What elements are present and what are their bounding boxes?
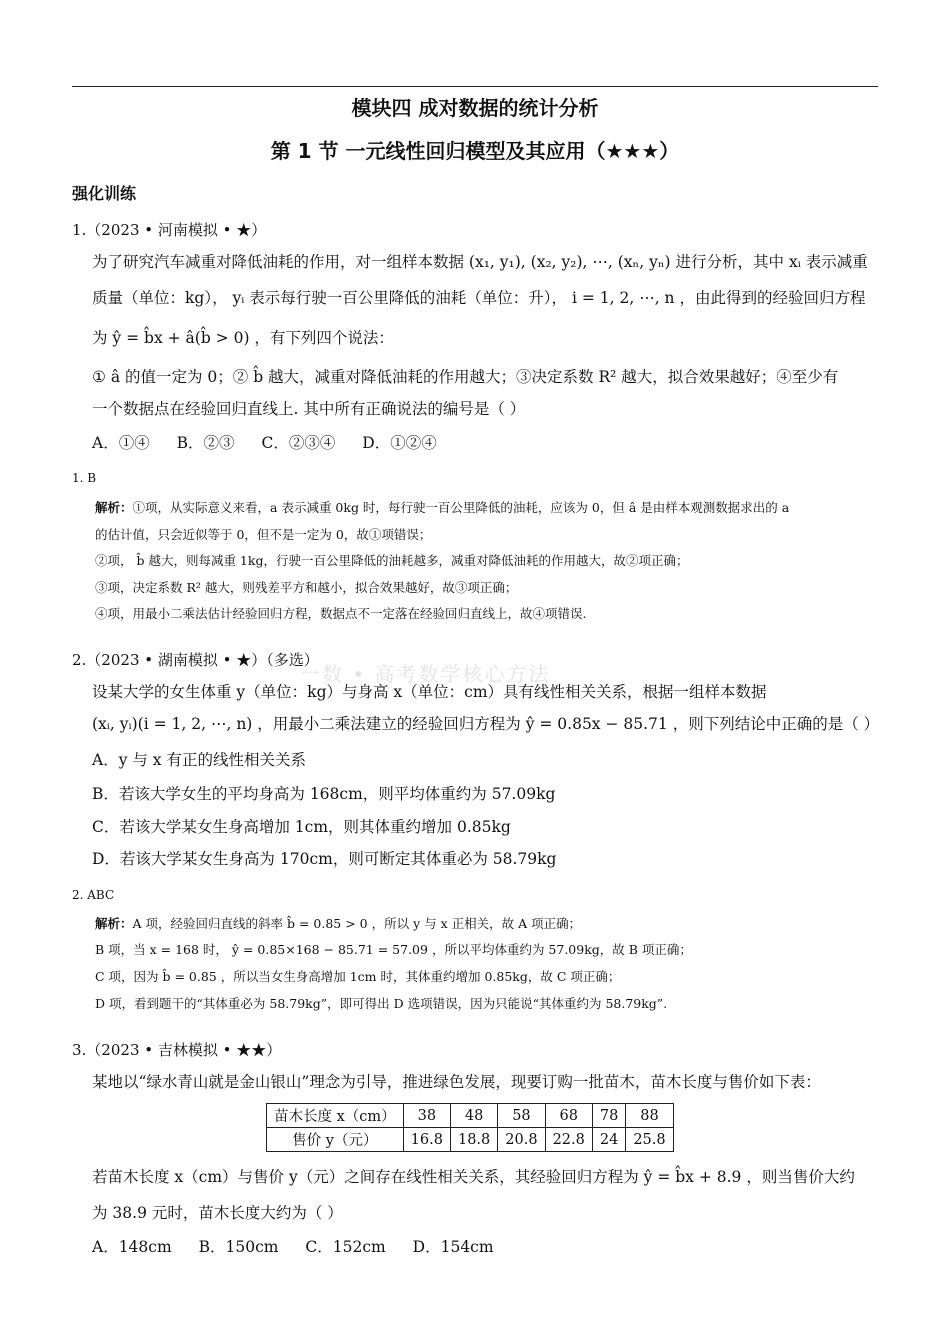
- table-cell: 48: [450, 1104, 497, 1128]
- header-rule: [72, 86, 878, 87]
- question-2-head: 2.（2023 • 湖南模拟 • ★）（多选）: [72, 651, 319, 669]
- option-c[interactable]: C．若该大学某女生身高增加 1cm，则其体重约增加 0.85kg: [92, 818, 511, 836]
- table-row: [267, 1128, 674, 1152]
- question-3-options: [92, 1237, 516, 1257]
- question-1-line: 一个数据点在经验回归直线上. 其中所有正确说法的编号是（ ）: [92, 400, 526, 418]
- explanation-2-line: C 项，因为 b̂ = 0.85 ，所以当女生身高增加 1cm 时，其体重约增加 0.85kg，故 C 项正确；: [95, 969, 621, 984]
- question-3-line: 为 38.9 元时，苗木长度大约为（ ）: [92, 1204, 343, 1222]
- explanation-1-line: ④项，用最小二乘法估计经验回归方程，数据点不一定落在经验回归直线上，故④项错误.: [95, 606, 587, 621]
- explanation-text: A 项，经验回归直线的斜率 b̂ = 0.85 > 0 ，所以 y 与 x 正相关，故 A 项正确；: [132, 916, 582, 931]
- explanation-1-line: ②项， b̂ 越大，则每减重 1kg，行驶一百公里降低的油耗越多，减重对降低油耗的作用越大，故②项正确；: [95, 553, 689, 568]
- explanation-1-line: ③项，决定系数 R² 越大，则残差平方和越小，拟合效果越好，故③项正确；: [95, 580, 518, 595]
- explanation-1-line: [95, 498, 880, 516]
- explanation-1-line: 的估计值，只会近似等于 0，但不是一定为 0，故①项错误；: [95, 527, 432, 542]
- explanation-label: 解析：: [95, 916, 133, 931]
- option-d[interactable]: D．154cm: [412, 1238, 494, 1256]
- table-cell: 16.8: [403, 1128, 450, 1152]
- table-cell: 78: [592, 1104, 625, 1128]
- option-d[interactable]: D．①②④: [362, 434, 437, 452]
- explanation-text: ①项，从实际意义来看，a 表示减重 0kg 时，每行驶一百公里降低的油耗，应该为 0，但 â 是由样本观测数据求出的 a: [132, 500, 790, 515]
- question-1-line: 为 ŷ = b̂x + â(b̂ > 0) ，有下列四个说法：: [92, 329, 394, 347]
- section-title: 第 1 节 一元线性回归模型及其应用（★★★）: [270, 139, 680, 163]
- table-cell: 88: [626, 1104, 673, 1128]
- option-d[interactable]: D．若该大学某女生身高为 170cm，则可断定其体重必为 58.79kg: [92, 850, 557, 868]
- subsection-heading: 强化训练: [72, 184, 137, 203]
- question-3-line: 某地以“绿水青山就是金山银山”理念为引导，推进绿色发展，现要订购一批苗木，苗木长度与售价如下表：: [92, 1073, 821, 1091]
- option-a[interactable]: A．148cm: [92, 1238, 172, 1256]
- table-header-cell: 苗木长度 x（cm）: [267, 1104, 404, 1128]
- question-2-line: 设某大学的女生体重 y（单位：kg）与身高 x（单位：cm）具有线性相关关系，根据一组样本数据: [92, 683, 767, 701]
- explanation-2-line: B 项，当 x = 168 时， ŷ = 0.85×168 − 85.71 = 57.09 ，所以平均体重约为 57.09kg，故 B 项正确；: [95, 942, 692, 957]
- question-1-line: 质量（单位：kg）， yᵢ 表示每行驶一百公里降低的油耗（单位：升）， i = 1, 2, ⋯, n ，由此得到的经验回归方程: [92, 289, 866, 307]
- table-cell: 18.8: [450, 1128, 497, 1152]
- question-3-head: 3.（2023 • 吉林模拟 • ★★）: [72, 1041, 282, 1059]
- explanation-2-line: [95, 914, 880, 932]
- question-1-line: 为了研究汽车减重对降低油耗的作用，对一组样本数据 (x₁, y₁), (x₂, y₂), ⋯, (xₙ, yₙ) 进行分析，其中 xᵢ 表示减重: [92, 253, 868, 271]
- option-b[interactable]: B．若该大学女生的平均身高为 168cm，则平均体重约为 57.09kg: [92, 785, 556, 803]
- table-cell: 25.8: [626, 1128, 673, 1152]
- explanation-label: 解析：: [95, 500, 133, 515]
- table-cell: 68: [545, 1104, 592, 1128]
- option-b[interactable]: B．②③: [176, 434, 235, 452]
- question-1-line: ① â 的值一定为 0；② b̂ 越大，减重对降低油耗的作用越大；③决定系数 R² 越大，拟合效果越好；④至少有: [92, 368, 839, 386]
- table-row: [267, 1104, 674, 1128]
- option-b[interactable]: B．150cm: [198, 1238, 279, 1256]
- module-title: 模块四 成对数据的统计分析: [351, 96, 599, 120]
- answer-2: 2. ABC: [72, 888, 115, 902]
- question-1-options: [92, 433, 459, 453]
- question-2-line: (xᵢ, yᵢ)(i = 1, 2, ⋯, n) ，用最小二乘法建立的经验回归方程为 ŷ = 0.85x − 85.71 ，则下列结论中正确的是（ ）: [92, 715, 880, 733]
- table-cell: 38: [403, 1104, 450, 1128]
- option-a[interactable]: A．y 与 x 有正的线性相关关系: [92, 751, 306, 769]
- table-header-cell: 售价 y（元）: [267, 1128, 404, 1152]
- option-c[interactable]: C．152cm: [305, 1238, 386, 1256]
- table-cell: 58: [498, 1104, 545, 1128]
- watermark: 一数 • 高考数学核心方法: [300, 662, 551, 686]
- explanation-2-line: D 项，看到题干的“其体重必为 58.79kg”，即可得出 D 选项错误，因为只能说“其体重约为 58.79kg”.: [95, 996, 668, 1011]
- data-table: [266, 1103, 674, 1152]
- table-cell: 20.8: [498, 1128, 545, 1152]
- question-3-line: 若苗木长度 x（cm）与售价 y（元）之间存在线性相关关系，其经验回归方程为 ŷ = b̂x + 8.9 ，则当售价大约: [92, 1168, 855, 1186]
- table-cell: 22.8: [545, 1128, 592, 1152]
- option-a[interactable]: A．①④: [92, 434, 150, 452]
- option-c[interactable]: C．②③④: [261, 434, 336, 452]
- answer-1: 1. B: [72, 471, 97, 485]
- table-cell: 24: [592, 1128, 625, 1152]
- question-1-head: 1.（2023 • 河南模拟 • ★）: [72, 221, 267, 239]
